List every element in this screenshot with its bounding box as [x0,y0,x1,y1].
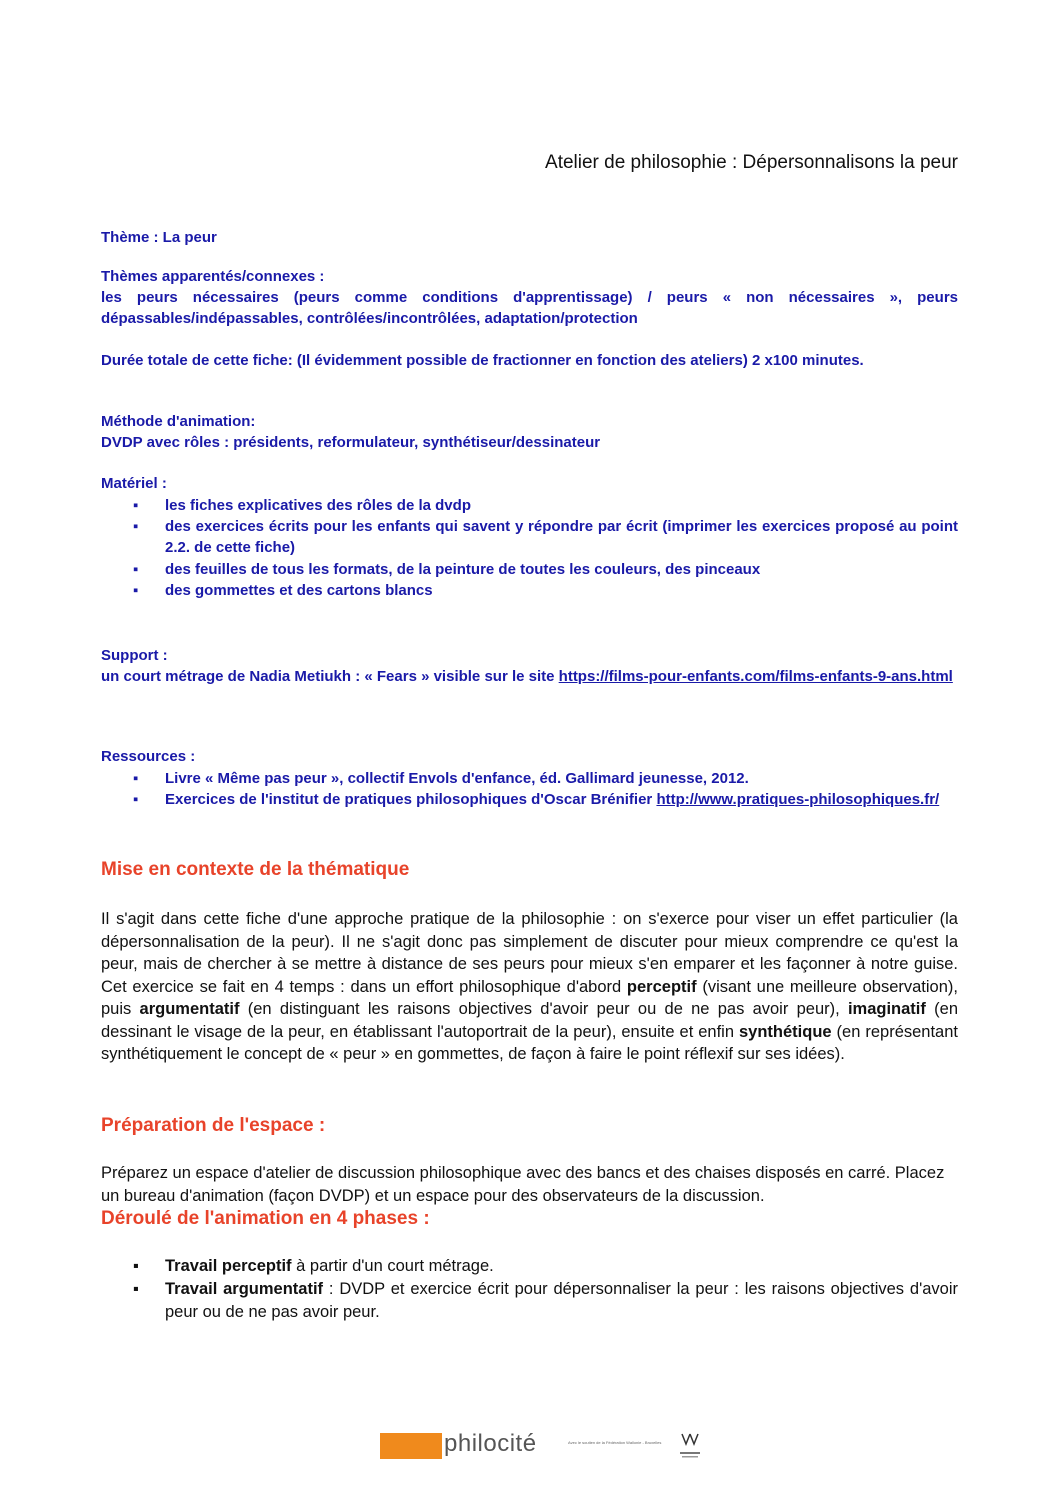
related-text: les peurs nécessaires (peurs comme conditions d'apprentissage) / peurs « non nécessaires », peurs dépassables/indépassables, contrôlées/incontrôlées, adaptation/protection [101,289,958,327]
footer [380,1430,700,1460]
list-item: ▪ Livre « Même pas peur », collectif Envols d'enfance, éd. Gallimard jeunesse, 2012. [133,770,749,787]
support-link[interactable]: https://films-pour-enfants.com/films-enfants-9-ans.html [558,668,953,685]
bullet-icon: ▪ [133,1257,139,1275]
resource-link[interactable]: http://www.pratiques-philosophiques.fr/ [656,791,940,808]
list-item: ▪ Travail argumentatif : DVDP et exercice écrit pour dépersonnaliser la peur : les raisons objectives d'avoir peur ou de ne pas avoir peur. [133,1280,958,1321]
list-item: ▪ Travail perceptif à partir d'un court métrage. [101,1255,958,1278]
duration: Durée totale de cette fiche: (Il évidemment possible de fractionner en fonction des ateliers) 2 x100 minutes. [101,352,864,369]
logo-orange-bar [380,1433,442,1459]
list-item: ▪ les fiches explicatives des rôles de la dvdp [133,497,471,514]
philocite-logo: philocité [444,1430,537,1457]
federation-logo-icon [678,1430,702,1460]
bullet-icon: ▪ [133,1280,139,1298]
bullet-icon: ▪ [133,561,139,578]
list-item: ▪ Exercices de l'institut de pratiques philosophiques d'Oscar Brénifier http://www.pratiques-philosophiques.fr/ [133,791,940,808]
section-heading-context: Mise en contexte de la thématique [101,859,410,880]
context-paragraph: Il s'agit dans cette fiche d'une approche pratique de la philosophie : on s'exerce pour viser un effet particulier (la dépersonnalisation de la peur). Il ne s'agit donc pas simplement de discuter pour mieux comprendre ce qu'est la peur, mais de chercher à se mettre à distance de ses peurs pour mieux s'en emparer et les façonner à notre guise. Cet exercice se fait en 4 temps : dans un effort philosophique d'abord perceptif (visant une meilleure observation), puis argumentatif (en distinguant les raisons objectives d'avoir peur ou de ne pas avoir peur), imaginatif (en dessinant le visage de la peur, en établissant l'autoportrait de la peur), ensuite et enfin synthétique (en représentant synthétiquement le concept de « peur » en gommettes, de façon à faire le point réflexif sur ses idées). [101,910,958,1063]
page-title: Atelier de philosophie : Dépersonnalisons la peur [545,152,958,173]
bullet-icon: ▪ [133,497,139,514]
related-label: Thèmes apparentés/connexes : [101,268,325,285]
bullet-icon: ▪ [133,582,139,599]
support-label: Support : [101,647,168,664]
list-item: ▪ des feuilles de tous les formats, de la peinture de toutes les couleurs, des pinceaux [133,561,761,578]
method-label: Méthode d'animation: [101,413,256,430]
theme: Thème : La peur [101,229,217,246]
support-text: un court métrage de Nadia Metiukh : « Fears » visible sur le site https://films-pour-enfants.com/films-enfants-9-ans.html [101,668,953,685]
resources-label: Ressources : [101,748,196,765]
bullet-icon: ▪ [133,518,139,535]
material-label: Matériel : [101,475,167,492]
resources-list [101,768,958,810]
phases-list [101,1255,958,1323]
list-item: ▪ des exercices écrits pour les enfants qui savent y répondre par écrit (imprimer les exercices proposé au point 2.2. de cette fiche) [133,518,958,556]
bullet-icon: ▪ [133,791,139,808]
material-list [101,495,958,601]
bullet-icon: ▪ [133,770,139,787]
space-paragraph: Préparez un espace d'atelier de discussion philosophique avec des bancs et des chaises disposés en carré. Placez un bureau d'animation (façon DVDP) et un espace pour des observateurs de la discussion. [101,1164,945,1205]
list-item: ▪ des gommettes et des cartons blancs [133,582,433,599]
sponsor-note: Avec le soutien de la Fédération Wallonie - Bruxelles [568,1440,662,1445]
section-heading-phases: Déroulé de l'animation en 4 phases : [101,1208,430,1229]
method-text: DVDP avec rôles : présidents, reformulateur, synthétiseur/dessinateur [101,434,601,451]
section-heading-space: Préparation de l'espace : [101,1115,326,1136]
